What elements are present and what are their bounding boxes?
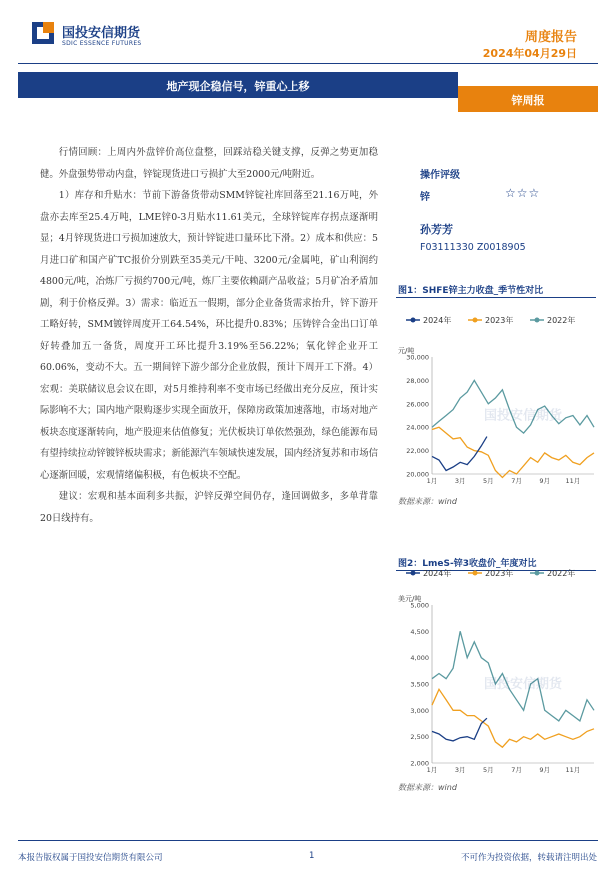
x-tick-label: 7月 (511, 766, 522, 774)
report-title: 地产现企稳信号，锌重心上移 (166, 80, 310, 93)
report-type: 周度报告 (524, 30, 577, 45)
company-name-cn: 国投安信期货 (62, 26, 141, 41)
x-tick-label: 11月 (565, 477, 581, 485)
footer-disclaimer: 不可作为投资依据，转载请注明出处 (460, 853, 597, 863)
series-line-2023年 (432, 689, 594, 747)
x-tick-label: 9月 (539, 766, 551, 774)
y-tick-label: 20,000 (406, 470, 429, 479)
series-line-2023年 (432, 427, 594, 477)
figure-1-divider (396, 297, 596, 298)
legend-label: 2024年 (423, 316, 452, 325)
watermark-logo: 国投安信期货 (483, 408, 563, 424)
figure-1-source: 数据来源：wind (398, 497, 457, 506)
analyst-ids: F03111330 Z0018905 (420, 242, 526, 253)
report-category: 锌周报 (511, 94, 545, 107)
y-tick-label: 3,500 (410, 680, 429, 689)
y-tick-label: 22,000 (406, 447, 429, 456)
y-tick-label: 3,000 (410, 706, 429, 715)
page-number: 1 (309, 851, 315, 861)
x-tick-label: 1月 (426, 766, 438, 774)
y-tick-label: 26,000 (406, 400, 429, 409)
legend-label: 2023年 (485, 569, 514, 578)
legend-marker-2022年 (535, 318, 540, 323)
x-tick-label: 5月 (483, 766, 494, 774)
legend-label: 2023年 (485, 316, 514, 325)
figure-2-source: 数据来源：wind (398, 783, 457, 792)
x-tick-label: 5月 (483, 477, 494, 485)
x-tick-label: 9月 (539, 477, 551, 485)
x-tick-label: 11月 (565, 766, 581, 774)
company-logo-icon (30, 20, 56, 46)
lme-zinc-annual-chart (396, 565, 598, 777)
legend-marker-2023年 (473, 318, 478, 323)
legend-label: 2024年 (423, 569, 452, 578)
header-divider (18, 63, 598, 64)
legend-label: 2022年 (547, 316, 576, 325)
legend-marker-2024年 (411, 318, 416, 323)
y-tick-label: 24,000 (406, 423, 429, 432)
report-body (40, 142, 378, 529)
market-review-paragraph: 行情回顾：上周内外盘锌价高位盘整，回踩站稳关键支撑，反弹之势更加稳健。外盘强势带动内盘，锌锭现货进口亏损扩大至2000元/吨附近。 (40, 147, 378, 180)
figure-2-title: 图2：LmeS-锌3收盘价_年度对比 (398, 559, 537, 569)
x-tick-label: 1月 (426, 477, 438, 485)
series-line-2024年 (432, 718, 487, 741)
rating-commodity: 锌 (420, 192, 430, 203)
y-tick-label: 5,000 (410, 601, 429, 610)
rating-stars: ☆☆☆ (505, 186, 541, 200)
x-tick-label: 3月 (454, 477, 466, 485)
series-line-2022年 (432, 380, 594, 433)
suggestion-paragraph: 建议：宏观和基本面利多共振，沪锌反弹空间仍存，逢回调做多，多单背靠20日线持有。 (40, 491, 378, 524)
shfe-zinc-seasonal-chart (396, 312, 598, 490)
y-axis-unit: 元/吨 (398, 347, 415, 355)
x-tick-label: 7月 (511, 477, 522, 485)
y-tick-label: 2,000 (410, 759, 429, 768)
y-tick-label: 4,000 (410, 654, 429, 663)
figure-1-title: 图1：SHFE锌主力收盘_季节性对比 (398, 286, 544, 296)
legend-marker-2024年 (411, 571, 416, 576)
y-tick-label: 2,500 (410, 733, 429, 742)
legend-label: 2022年 (547, 569, 576, 578)
footer-copyright: 本报告版权属于国投安信期货有限公司 (18, 853, 163, 863)
x-tick-label: 3月 (454, 766, 466, 774)
y-axis-unit: 美元/吨 (398, 595, 422, 603)
y-tick-label: 4,500 (410, 627, 429, 636)
y-tick-label: 28,000 (406, 376, 429, 385)
analysis-paragraph: 1）库存和升贴水：节前下游备货带动SMM锌锭社库回落至21.16万吨，外盘亦去库至25.4万吨，LME锌0-3月贴水11.61美元，全球锌锭库存拐点逐渐明显；4月锌现货进口亏损加速放大，预计锌锭进口量环比下滑。2）成本和供应：5月进口矿和国产矿TC报价分别跌至35美元/干吨、3200元/金属吨，矿山利润约4800元/吨，冶炼厂亏损约700元/吨，炼厂主要依赖副产品收益；5月矿冶矛盾加剧，利于价格反弹。3）需求：临近五一假期，部分企业备货需求抬升，锌下游开工略好转，SMM镀锌周度开工64.54%，环比提升0.83%；压铸锌合金出口订单好转叠加五一备货，周度开工环比提升3.19%至56.22%；氧化锌企业开工60.06%，变动不大。五一期间锌下游少部分企业放假，预计下周开工下滑。4）宏观：美联储议息会议在即，对5月维持利率不变市场已经做出充分反应，预计实际影响不大；国内地产限购逐步实现全面放开，保障房政策加速落地，市场对地产板块态度逐渐转向，地产股迎来估值修复；光伏板块订单依然强劲，绿色能源布局有望持续拉动锌镀锌板块需求；新能源汽车领域快速发展，国内经济复苏和市场信心逐渐回暖，宏观情绪偏积极，有色板块不空配。 (40, 190, 378, 481)
rating-title: 操作评级 (420, 170, 460, 181)
watermark-logo: 国投安信期货 (483, 677, 563, 692)
footer-divider (18, 840, 598, 841)
legend-marker-2022年 (535, 571, 540, 576)
report-date: 2024年04月29日 (482, 47, 577, 60)
title-banner (18, 72, 598, 112)
series-line-2024年 (432, 437, 487, 471)
legend-marker-2023年 (473, 571, 478, 576)
company-name-en: SDIC ESSENCE FUTURES (62, 40, 142, 47)
analyst-name: 孙芳芳 (420, 223, 453, 236)
y-tick-label: 30,000 (406, 353, 429, 362)
